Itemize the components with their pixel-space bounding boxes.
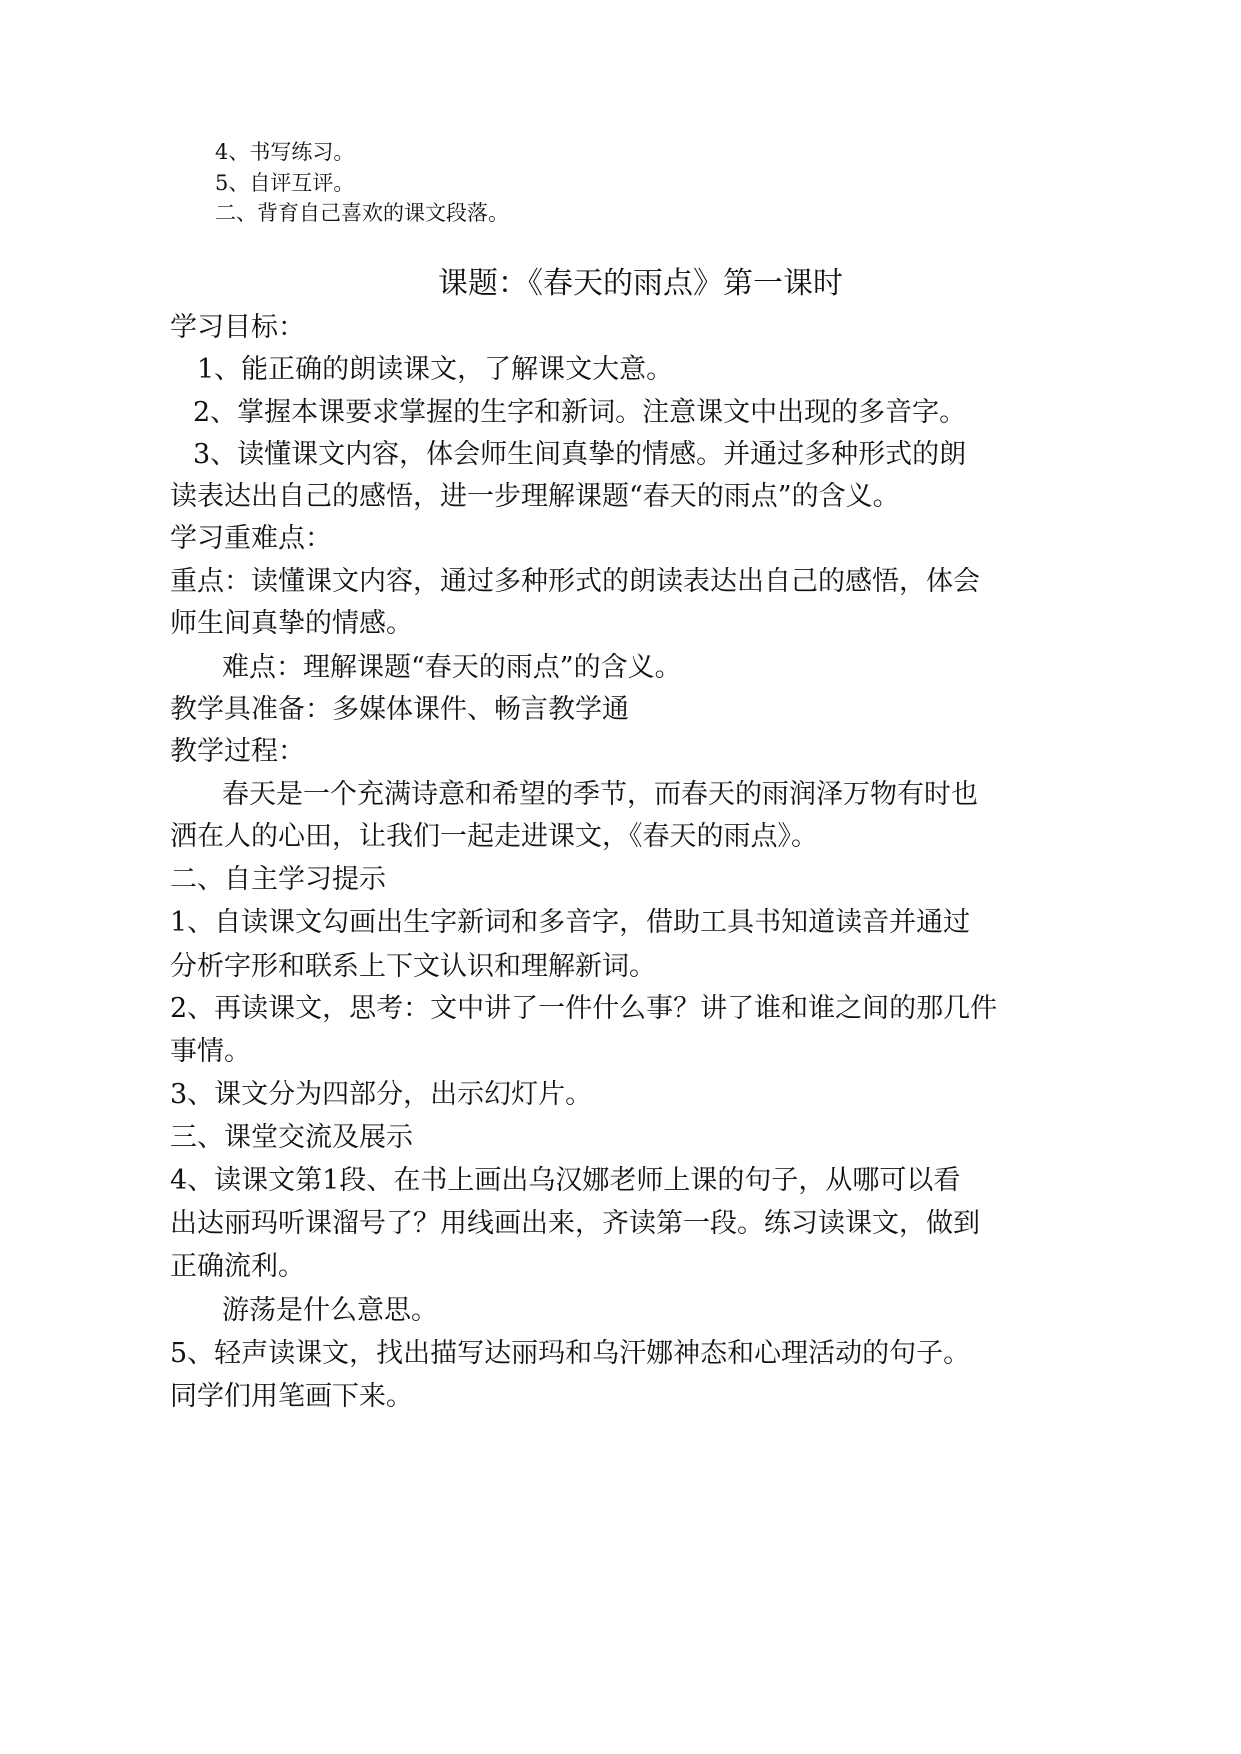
section2-line-2: 分析字形和联系上下文认识和理解新词。: [170, 951, 656, 982]
section2-line-3: 2、再读课文，思考：文中讲了一件什么事？讲了谁和谁之间的那几件: [170, 993, 998, 1024]
section2-line-4: 事情。: [170, 1036, 251, 1067]
objective-3: 3、读懂课文内容，体会师生间真挚的情感。并通过多种形式的朗: [193, 439, 967, 470]
intro-line-1: 春天是一个充满诗意和希望的季节，而春天的雨润泽万物有时也: [222, 779, 978, 810]
objectives-heading: 学习目标：: [170, 312, 305, 343]
lesson-title: 课题：《春天的雨点》第一课时: [438, 266, 843, 301]
wander-line: 游荡是什么意思。: [222, 1295, 438, 1326]
keypoint-line-1: 重点：读懂课文内容，通过多种形式的朗读表达出自己的感悟，体会: [170, 566, 980, 597]
objective-3-cont: 读表达出自己的感悟，进一步理解课题“春天的雨点”的含义。: [170, 481, 900, 512]
process-heading: 教学过程：: [170, 736, 305, 767]
top-item-1: 4、书写练习。: [215, 140, 355, 164]
section3-line-2: 出达丽玛听课溜号了？用线画出来，齐读第一段。练习读课文，做到: [170, 1208, 980, 1239]
section3-heading: 三、课堂交流及展示: [170, 1122, 413, 1153]
keypoints-heading: 学习重难点：: [170, 523, 332, 554]
intro-line-2: 洒在人的心田，让我们一起走进课文，《春天的雨点》。: [170, 821, 818, 852]
section3-line-3: 正确流利。: [170, 1251, 305, 1282]
difficulty-line: 难点：理解课题“春天的雨点”的含义。: [222, 652, 682, 683]
keypoint-line-2: 师生间真挚的情感。: [170, 608, 413, 639]
section2-heading: 二、自主学习提示: [170, 864, 386, 895]
objective-1: 1、能正确的朗读课文，了解课文大意。: [197, 354, 674, 385]
section5-line-1: 5、轻声读课文，找出描写达丽玛和乌汗娜神态和心理活动的句子。: [170, 1338, 971, 1369]
objective-2: 2、掌握本课要求掌握的生字和新词。注意课文中出现的多音字。: [193, 397, 967, 428]
section2-line-1: 1、自读课文勾画出生字新词和多音字，借助工具书知道读音并通过: [170, 907, 971, 938]
top-item-2: 5、自评互评。: [215, 171, 355, 195]
section2-line-5: 3、课文分为四部分，出示幻灯片。: [170, 1079, 593, 1110]
materials-line: 教学具准备：多媒体课件、畅言教学通: [170, 694, 629, 725]
top-item-3: 二、背育自己喜欢的课文段落。: [215, 201, 509, 225]
section5-line-2: 同学们用笔画下来。: [170, 1381, 413, 1412]
section3-line-1: 4、读课文第1段、在书上画出乌汉娜老师上课的句子，从哪可以看: [170, 1165, 961, 1196]
